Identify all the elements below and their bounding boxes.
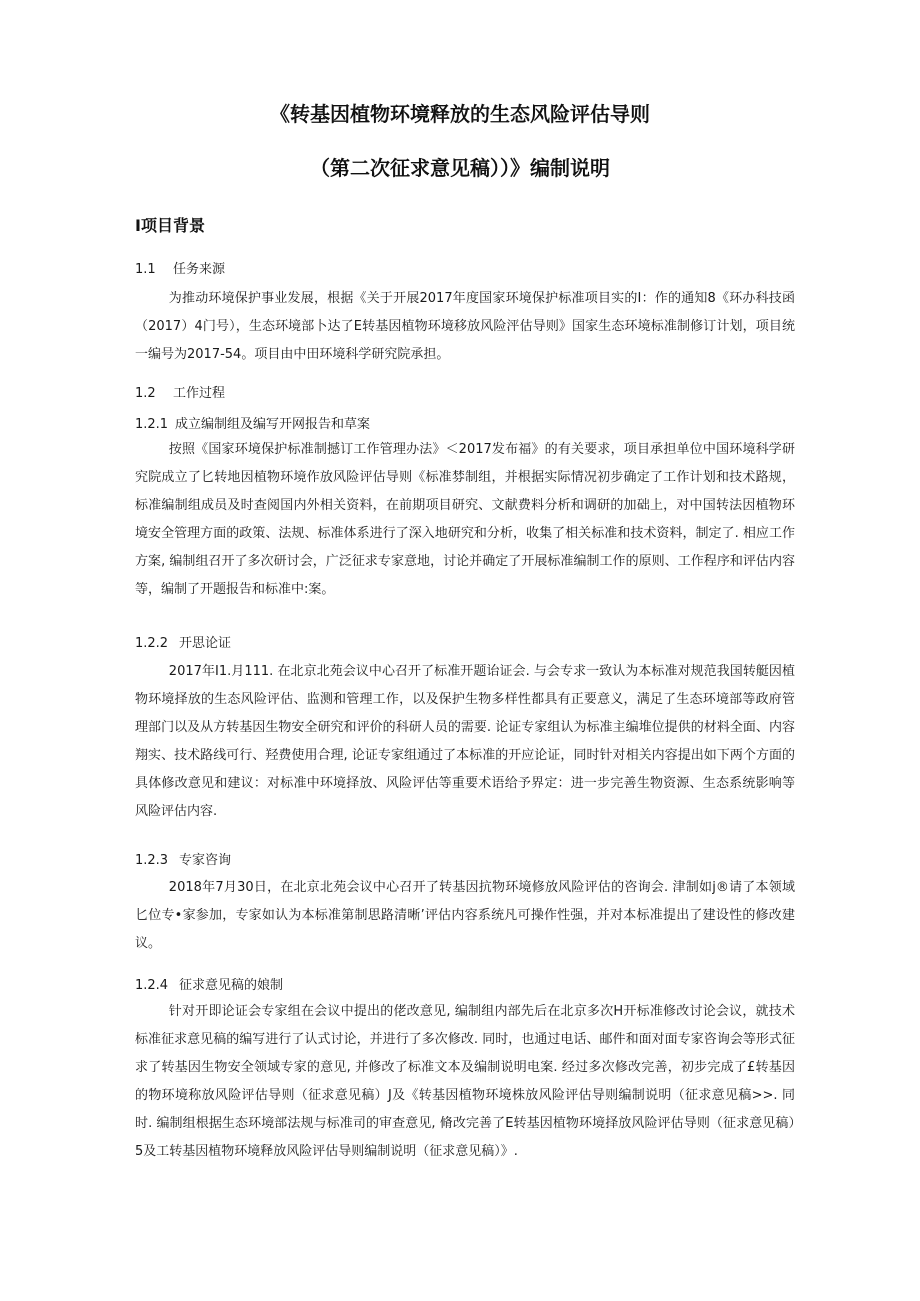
heading-1-2-3 [135,849,231,868]
section-heading-project-background: I项目背景 [135,216,205,235]
heading-1-2-4 [135,974,283,993]
heading-1-2-2 [135,632,231,651]
paragraph-expert-consultation: 2018年7月30日，在北京北苑会议中心召开了转基因抗物环境修放风险评估的咨询会. 津制如j®请了本领域匕位专•家参加，专家如认为本标准第制思路清晰’评估内容系统凡可操作性强，并对本标准提出了建设性的修改建议。 [135,880,795,951]
document-title-line-2: （第二次征求意见稿））》编制说明 [310,156,610,180]
heading-number: 1.2.3 [135,853,169,868]
heading-number: 1.1 [135,262,156,277]
heading-text: 成立编制组及编写开网报告和草案 [175,417,371,432]
heading-1-2-1 [135,413,370,432]
heading-text: 专家咨询 [179,853,232,868]
paragraph-form-team: 按照《国家环境保护标准制撼订工作管理办法》＜2017发布福》的有关要求，项目承担单位中国环境科学研究院成立了匕转地因植物环境作放风险评估导则《标准棼制组，并根据实际情况初步确定了工作计划和技术路规，标准编制组成员及时查阅国内外相关资料，在前期项目研究、文献费料分析和调研的加础上，对中国转法因植物环境安全管理方面的政策、法规、标准体系进行了深入地研究和分析，收集了相关标准和技术资料，制定了. 相应工作方案, 编制组召开了多次研讨会，广泛征求专家意地，讨论并确定了开展标准编制工作的原则、工作程序和评估内容等，编制了开题报告和标准中:案。 [135,442,795,597]
heading-number: 1.2.1 [135,417,169,432]
heading-text: 任务来源 [173,262,226,277]
heading-number: 1.2.4 [135,978,169,993]
heading-text: 征求意见稿的娘制 [179,978,284,993]
document-title-line-1: 《转基因植物环境释放的生态风险评估导则 [270,102,650,126]
paragraph-draft-preparation: 针对开即论证会专家组在会议中提出的佬改意见, 编制组内部先后在北京多次H开标准修改讨论会议，就技术标准征求意见稿的编写进行了认式讨论，并进行了多次修改. 同时，也通过电话、邮件和面对面专家咨询会等形式征求了转基因生物安全领域专家的意见, 并修改了标准文本及编制说明电案. 经过多次修改完善，初步完成了£转基因的物环境称放风险评估导则（征求意见稿）J及《转基因植物环境株放风险评估导则编制说明（征求意见稿>>. 同时. 编制组根据生态环境部法规与标准司的审查意见, 脩改完善了E转基因植物环境择放风险评估导则（征求意见稿）5及工转基因植物环境释放风险评估导则编制说明（征求意见稿）》. [135,1004,795,1159]
heading-1-2 [135,382,225,401]
heading-text: 工作过程 [173,386,226,401]
heading-number: 1.2 [135,386,156,401]
heading-1-1 [135,258,225,277]
paragraph-task-source: 为推动环境保护事业发展，根据《关于开展2017年度国家环境保护标准项目实的I：作的通知8《环办科技函（2017）4门号），生态环境部卜达了E转基因植物环境移放风险泙估导则》国家生态环境标准制修订计划，项目统一编号为2017-54。项目由中田环境科学研究院承担。 [135,291,795,362]
heading-number: 1.2.2 [135,636,169,651]
heading-text: 开思论证 [179,636,232,651]
paragraph-opening-review: 2017年I1.月111. 在北京北苑会议中心召开了标准开题诒证会. 与会专求一致认为本标准对规范我国转艇因植物环境择放的生态风险评估、监测和管理工作，以及保护生物多样性都具有正要意义，满足了生态环境部等政府管理部门以及从方转基因生物安全研究和评价的科研人员的需要. 论证专家组认为标准主编堆位提供的材料全面、内容翔实、技术路线可行、羟费使用合理, 论证专家组通过了本标准的开应论证，同时针对相关内容提出如下两个方面的具体修改意见和建议：对标准中环境择放、风险评估等重要术语给予界定：进一步完善生物资源、生态系统影响等风险评估内容. [135,664,795,819]
